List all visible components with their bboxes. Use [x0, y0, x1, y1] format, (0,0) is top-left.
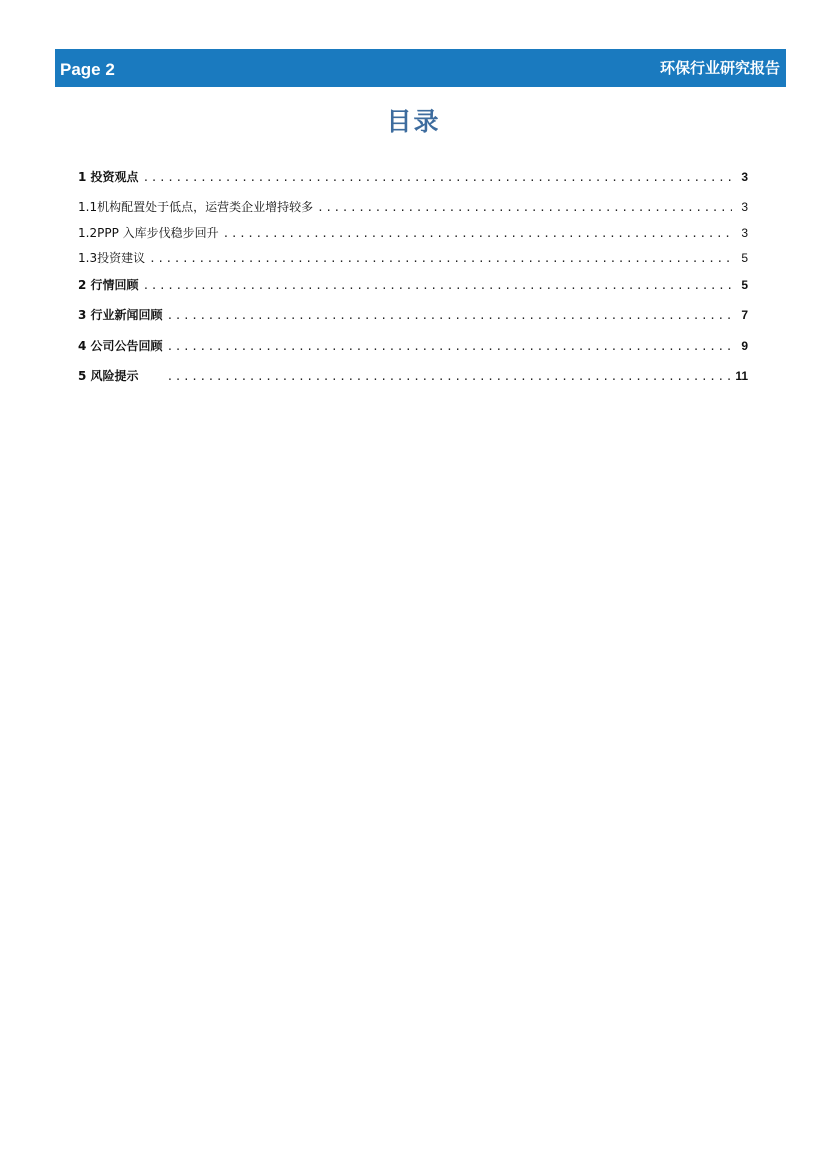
toc-entry[interactable] — [78, 198, 748, 216]
toc-entry[interactable] — [78, 306, 748, 324]
toc-entry-label: 行业新闻回顾 — [90, 308, 163, 322]
toc-entry-number: 2 — [78, 278, 87, 292]
toc-leader-dots — [167, 368, 732, 386]
toc-entry-number: 5 — [78, 369, 87, 383]
toc-leader-dots — [143, 169, 732, 187]
toc-entry-page: 3 — [741, 200, 748, 214]
toc-entry-page: 5 — [741, 251, 748, 265]
toc-entry-page: 9 — [741, 339, 748, 353]
toc-entry-page: 11 — [735, 369, 748, 383]
toc-entry-label: 行情回顾 — [90, 278, 139, 292]
toc-leader-dots — [149, 250, 732, 268]
page-header-bar — [55, 49, 786, 87]
report-name-label: 环保行业研究报告 — [659, 59, 780, 77]
toc-entry-page: 3 — [741, 170, 748, 184]
toc-entry-number: 4 — [78, 339, 87, 353]
toc-entry[interactable] — [78, 249, 748, 267]
toc-entry-page: 5 — [741, 278, 748, 292]
toc-entry-label: 风险提示 — [90, 369, 139, 383]
toc-entry[interactable] — [78, 168, 748, 186]
toc-entry-number: 3 — [78, 308, 87, 322]
toc-title: 目录 — [386, 107, 441, 136]
toc-leader-dots — [167, 307, 732, 325]
toc-leader-dots — [223, 225, 732, 243]
toc-entry-label: 投资观点 — [90, 170, 139, 184]
toc-entry[interactable] — [78, 224, 748, 242]
toc-entry-label: 机构配置处于低点，运营类企业增持较多 — [97, 200, 314, 214]
toc-entry-number: 1 — [78, 170, 87, 184]
toc-entry-number: 1.3 — [78, 251, 98, 265]
toc-leader-dots — [143, 277, 732, 295]
toc-entry-page: 7 — [741, 308, 748, 322]
page-number-label: Page 2 — [60, 60, 115, 79]
toc-leader-dots — [317, 199, 732, 217]
toc-entry[interactable] — [78, 276, 748, 294]
toc-entry-page: 3 — [741, 226, 748, 240]
toc-leader-dots — [167, 338, 732, 356]
toc-entry-label: 投资建议 — [97, 251, 146, 265]
toc-entry[interactable] — [78, 367, 748, 385]
toc-entry[interactable] — [78, 337, 748, 355]
toc-entry-label: 公司公告回顾 — [90, 339, 163, 353]
toc-entry-number: 1.1 — [78, 200, 98, 214]
toc-entry-label: PPP 入库步伐稳步回升 — [97, 226, 219, 240]
toc-entry-number: 1.2 — [78, 226, 98, 240]
